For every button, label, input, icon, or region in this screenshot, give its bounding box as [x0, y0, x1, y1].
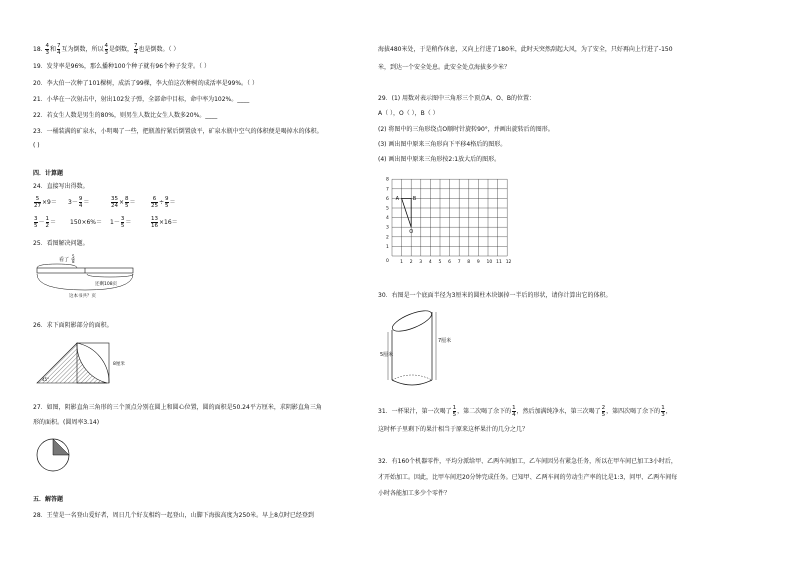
q25-total-label: 这本书共？页 — [69, 294, 96, 299]
section-5-title: 五．解答题 — [33, 496, 64, 503]
y-tick-label: 2 — [386, 235, 389, 241]
cylinder-cut-face — [390, 307, 434, 336]
q30: 30．右图是一个底面半径为3厘米的圆柱木块锯掉一半后的形状，请你计算出它的体积。 — [378, 292, 612, 299]
q29-answer: A（ ），O（ ），B（ ） — [378, 110, 439, 117]
x-tick-label: 1 — [400, 260, 403, 265]
coordinate-grid — [380, 168, 530, 268]
y-tick-label: 1 — [386, 244, 389, 250]
q23: 23．一桶装满的矿泉水，小明喝了一些，把瓶盖拧紧后倒置放平，矿泉水瓶中空气的体积便是喝掉水的体积。 — [33, 128, 323, 135]
q29: 29．(1) 用数对表示图中三角形三个顶点A、O、B的位置： — [378, 95, 535, 102]
x-tick-label: 12 — [505, 260, 512, 265]
fraction: $\frac{4}{3}$ — [104, 43, 108, 56]
q20: 20．李大伯一次种了101棵树，成活了99棵，李大伯这次种树的成活率是99%。（ ） — [33, 80, 258, 87]
cylinder-body — [392, 312, 432, 380]
q26: 26．求下面阴影部分的面积。 — [33, 322, 113, 329]
vertex-B-label: B — [412, 195, 417, 202]
x-tick-label: 5 — [438, 260, 442, 265]
q26-side-label: 8厘米 — [113, 362, 125, 367]
q21: 21．小华在一次射击中，射出102发子弹，全部命中目标，命中率为102%。____ — [33, 96, 250, 103]
q26-angle-label: 45° — [42, 377, 50, 382]
q18: 18. $\frac{4}{3}$ 和 $\frac{7}{4}$ 互为倒数，所以 $\frac{4}{3}$ 是倒数， $\frac{7}{4}$ 也是倒数。（ ） — [33, 43, 180, 56]
fraction: $\frac{2}{5}$ — [601, 405, 606, 418]
q32-line3: 小时各能加工多少个零件？ — [378, 490, 451, 497]
q28: 28．王莹是一名登山爱好者，周日几个好友相约一起登山，山脚下海拔高度为250米。早上8点时已经登到 — [33, 512, 314, 519]
cylinder-bottom-back — [392, 375, 432, 380]
x-tick-label: 7 — [457, 260, 461, 265]
fraction: $\frac{3}{5}$ — [34, 216, 38, 229]
fraction: $\frac{1}{3}$ — [661, 405, 665, 418]
q32: 32．有160个机器零件，平均分派给甲、乙两车间加工，乙车间因另有紧急任务，所以在甲车间已加工3小时后， — [378, 458, 677, 465]
q29-part2: (2) 将图中的三角形绕点O顺时针旋转90°，并画出旋转后的图形。 — [378, 126, 554, 133]
fraction: $\frac{1}{4}$ — [512, 405, 516, 418]
x-tick-label: 4 — [428, 260, 432, 265]
q31: 31．一杯果汁，第一次喝了 $\frac{1}{5}$ ，第二次喝了余下的 $\frac{1}{4}$ ，然后加满纯净水，第三次喝了 $\frac{2}{5}$ ，第四次喝了余下的 $\frac{1}{3}$ ， — [378, 405, 672, 418]
origin-label: 0 — [386, 259, 389, 264]
q23-blank: ( ) — [33, 142, 40, 149]
svg-text:5: 5 — [72, 254, 75, 259]
q25-top-label: 看了 — [59, 257, 70, 263]
fraction: $\frac{5}{27}$ — [34, 196, 41, 209]
q29-part4: (4) 画出图中原来三角形按2:1放大后的图形。 — [378, 156, 501, 163]
x-tick-label: 9 — [476, 260, 480, 265]
triangle-AOB — [402, 198, 412, 227]
q28-line3: 米，到达一个安全处息。此安全处点海拔多少米？ — [378, 64, 511, 71]
x-tick-label: 8 — [467, 260, 471, 265]
q19: 19．发芽率是96%，那么播种100个种子就有96个种子发芽。（ ） — [33, 63, 210, 70]
fraction: $\frac{35}{24}$ — [111, 196, 118, 209]
calc-r1d: $\frac{6}{25}$ ÷ $\frac{9}{5}$ ＝ — [151, 196, 176, 209]
y-tick-label: 4 — [386, 216, 389, 222]
fraction: $\frac{3}{5}$ — [120, 216, 125, 229]
x-tick-label: 6 — [448, 260, 451, 265]
y-tick-label: 6 — [386, 196, 389, 202]
calc-row-2: $\frac{3}{5}$ － $\frac{1}{2}$ ＝ — [34, 216, 57, 229]
cylinder-figure — [380, 300, 470, 390]
fraction: $\frac{7}{4}$ — [134, 43, 138, 56]
x-tick-label: 11 — [496, 260, 502, 265]
cylinder-left-label: 5厘米 — [380, 352, 394, 358]
y-tick-label: 8 — [386, 177, 389, 183]
q25-top-brace — [37, 264, 77, 268]
section-4-title: 四．计算题 — [33, 170, 64, 177]
q25-figure — [33, 252, 143, 302]
q32-line2: 才开始加工。因此，比甲车间迟20分钟完成任务。已知甲、乙两车间的劳动生产率的比是1:3，问甲、乙两车间每 — [378, 474, 678, 481]
x-tick-label: 3 — [419, 260, 423, 265]
q25-rest-label: 还剩108页 — [95, 282, 118, 287]
vertex-A-label: A — [395, 195, 400, 202]
fraction: $\frac{1}{5}$ — [452, 405, 457, 418]
calc-r2d: $\frac{13}{16}$ ×16＝ — [151, 216, 178, 229]
fraction: $\frac{8}{5}$ — [125, 196, 129, 209]
q27: 27．如图，阴影直角三角形的三个顶点分别在圆上和圆心位置，圆的面积是50.24平方厘米，求阴影直角三角 — [33, 404, 322, 411]
fraction: $\frac{9}{5}$ — [165, 196, 169, 209]
q25-rest-brace — [87, 274, 133, 277]
x-tick-label: 10 — [486, 260, 493, 265]
cylinder-right-label: 7厘米 — [438, 338, 452, 344]
q26-figure — [33, 333, 128, 388]
fraction: $\frac{4}{3}$ — [45, 43, 49, 56]
calc-r2b: 150×6%＝ — [70, 219, 102, 226]
y-tick-label: 7 — [386, 187, 389, 193]
calc-r1c: $\frac{35}{24}$ × $\frac{8}{5}$ ＝ — [111, 196, 136, 209]
q27-line2: 形的面积。(圆周率3.14) — [33, 419, 100, 426]
q25-top-fraction — [71, 254, 75, 264]
svg-text:8: 8 — [72, 259, 75, 264]
vertex-O-label: O — [409, 229, 414, 236]
q31-line2: 这时杯子里剩下的果汁相当于原来这杯果汁的几分之几？ — [378, 426, 529, 433]
q28-line2: 海拔480米处，于是稍作休息，又向上行进了180米，此时天突然刮起大风，为了安全，只好再向上行进了-150 — [378, 46, 673, 53]
fraction: $\frac{13}{16}$ — [151, 216, 158, 229]
y-tick-label: 3 — [386, 225, 389, 231]
cylinder-bottom — [392, 380, 432, 385]
x-tick-label: 2 — [409, 260, 413, 265]
calc-row-1: $\frac{5}{27}$ ×9＝ — [34, 196, 57, 209]
q27-figure — [35, 437, 75, 477]
q25: 25．看图解决问题。 — [33, 240, 89, 247]
q24: 24．直接写出得数。 — [33, 183, 89, 190]
fraction: $\frac{6}{25}$ — [151, 196, 158, 209]
q22: 22．若女生人数是男生的80%，则男生人数比女生人数多20%。____ — [33, 112, 218, 119]
q25-total-brace — [37, 274, 133, 290]
fraction: $\frac{1}{2}$ — [45, 216, 50, 229]
fraction: $\frac{7}{4}$ — [56, 43, 61, 56]
q29-part3: (3) 画出图中原来三角形向下平移4格后的图形。 — [378, 141, 507, 148]
fraction: $\frac{9}{4}$ — [78, 196, 83, 209]
calc-r2c: 1－ $\frac{3}{5}$ ＝ — [110, 216, 132, 229]
calc-r1b: 3－ $\frac{9}{4}$ ＝ — [68, 196, 90, 209]
y-tick-label: 5 — [386, 206, 389, 212]
